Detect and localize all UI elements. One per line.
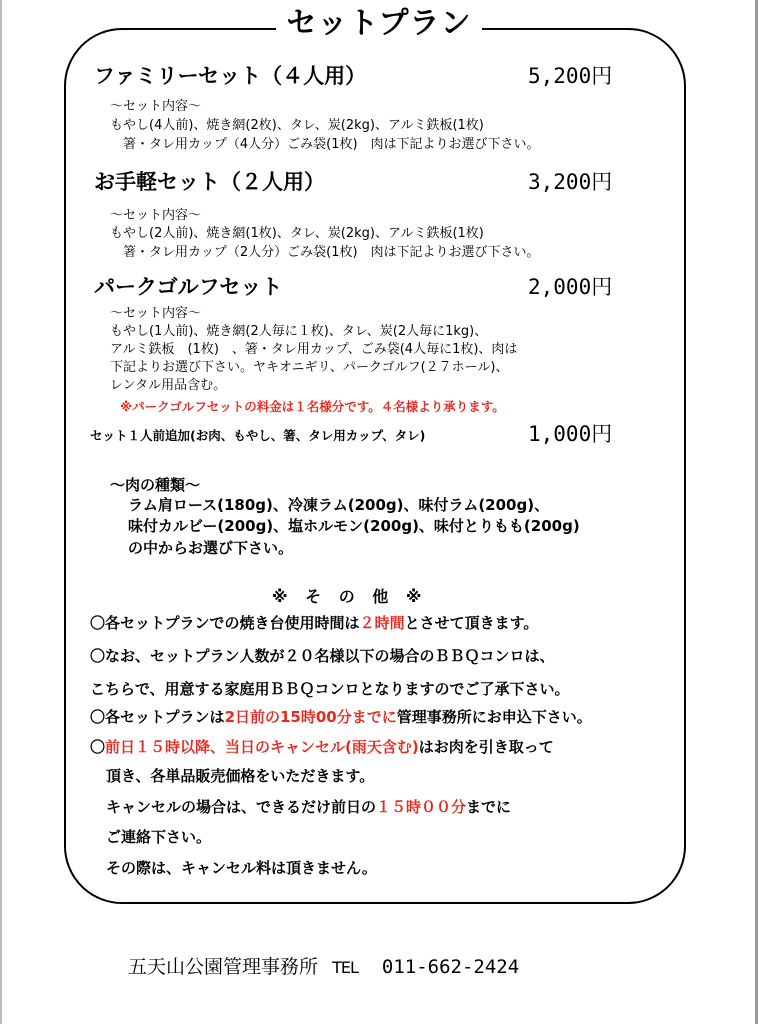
other-line-1-red: ２時間 (359, 614, 405, 632)
other-line-1 (90, 612, 538, 633)
other-line-7-a: キャンセルの場合は、できるだけ前日の (106, 798, 377, 816)
page-edge-left (0, 0, 2, 1024)
other-line-8: ご連絡下さい。 (106, 828, 212, 846)
plan-casual-contents-label: ～セット内容～ (110, 208, 202, 223)
meat-line-3: の中からお選び下さい。 (128, 539, 294, 557)
other-line-2: 〇なお、セットプラン人数が２０名様以下の場合のＢＢＱコンロは、 (90, 647, 555, 665)
plan-parkgolf-name: パークゴルフセット (94, 275, 283, 299)
plan-parkgolf-line-3: 下記よりお選び下さい。ヤキオニギリ、パークゴルフ(２７ホール)、 (110, 360, 509, 375)
other-line-9: その際は、キャンセル料は頂きません。 (106, 859, 377, 877)
plan-casual-line-2: 箸・タレ用カップ（2人分）ごみ袋(1枚) 肉は下記よりお選び下さい。 (110, 245, 540, 260)
plan-parkgolf-line-2: アルミ鉄板 (1枚) 、箸・タレ用カップ、ごみ袋(4人毎に1枚)、肉は (110, 342, 518, 357)
other-heading: ※ そ の 他 ※ (272, 587, 428, 606)
footer-tel: 011-662-2424 (381, 956, 520, 978)
plan-parkgolf-line-1: もやし(1人前)、焼き網(2人毎に１枚)、タレ、炭(2人毎に1kg)、 (110, 324, 488, 339)
other-line-6: 頂き、各単品販売価格をいただきます。 (106, 767, 375, 785)
footer-office: 五天山公園管理事務所 (128, 956, 319, 978)
plan-parkgolf-note: ※パークゴルフセットの料金は１名様分です。４名様より承ります。 (120, 399, 505, 414)
other-line-4-a: 〇各セットプランは (90, 708, 225, 726)
footer (128, 952, 519, 979)
other-line-5-b: はお肉を引き取って (418, 738, 554, 756)
other-line-4-b: 管理事務所にお申込下さい。 (396, 708, 592, 726)
plan-family-line-1: もやし(4人前)、焼き網(2枚)、タレ、炭(2kg)、アルミ鉄板(1枚) (110, 118, 484, 133)
other-line-4-red: 2日前の15時00分までに (224, 708, 397, 726)
other-line-5-red: 前日１５時以降、当日のキャンセル(雨天含む) (105, 738, 419, 756)
other-line-7 (106, 796, 511, 817)
other-line-1-a: 〇各セットプランでの焼き台使用時間は (90, 614, 360, 632)
plan-family-price: 5,200円 (528, 64, 613, 88)
addon-label: セット１人前追加(お肉、もやし、箸、タレ用カップ、タレ) (90, 428, 426, 443)
other-line-3: こちらで、用意する家庭用ＢＢＱコンロとなりますのでご了承下さい。 (90, 680, 570, 698)
meat-line-2: 味付カルビー(200g)、塩ホルモン(200g)、味付とりもも(200g) (128, 517, 580, 535)
plan-casual-name: お手軽セット（２人用） (94, 170, 325, 194)
other-line-7-red: １５時００分 (376, 798, 467, 816)
other-line-5 (90, 736, 554, 757)
addon-price: 1,000円 (528, 422, 613, 446)
plan-family-contents-label: ～セット内容～ (110, 99, 202, 114)
plan-parkgolf-line-4: レンタル用品含む。 (110, 378, 227, 393)
plan-casual-price: 3,200円 (528, 170, 613, 194)
plan-casual-line-1: もやし(2人前)、焼き網(1枚)、タレ、炭(2kg)、アルミ鉄板(1枚) (110, 226, 484, 241)
plan-parkgolf-price: 2,000円 (528, 275, 613, 299)
other-line-5-a: 〇 (90, 738, 106, 756)
other-line-4 (90, 706, 592, 727)
other-line-7-b: までに (466, 798, 512, 816)
page-title: セットプラン (276, 0, 481, 48)
plan-parkgolf-contents-label: ～セット内容～ (110, 306, 202, 321)
footer-tel-label: TEL (332, 958, 358, 977)
plan-family-line-2: 箸・タレ用カップ（4人分）ごみ袋(1枚) 肉は下記よりお選び下さい。 (110, 137, 540, 152)
other-line-1-b: とさせて頂きます。 (404, 614, 539, 632)
meat-heading: ～肉の種類～ (110, 476, 201, 494)
plan-family-name: ファミリーセット（４人用） (94, 64, 367, 88)
meat-line-1: ラム肩ロース(180g)、冷凍ラム(200g)、味付ラム(200g)、 (128, 496, 550, 514)
title-wrapper (0, 0, 758, 48)
